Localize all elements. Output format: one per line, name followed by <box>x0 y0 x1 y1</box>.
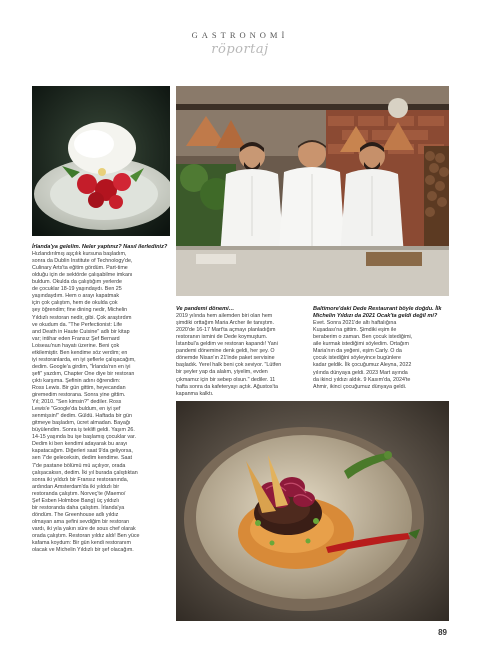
answer-text-1: Hızlandırılmış aşçılık kursuna başladım, sonra da Dublin Institute of Technology'de, Culinary Arts'ta eğitim gördüm. Part-time olduğu için de sektörde çalışabilme imkanı buldum. Okulda da çalıştığım yerlerde de çocuklar 18-19 yaşındaydı. Ben 25 yaşındaydım. Hem o arayı kapatmak için çok çalıştım, hem de okulda çok şey öğrendim; fine dining nedir, Michelin Yıldızlı restoran nedir, gibi. Çok araştırdım ve okudum da. "The Perfectionist: Life and Death in Haute Cuisine" adlı bir kitap var; intihar eden Fransız Şef Bernard Loiseau'nun hayatı üzerine. Beni çok etkilemiştir. Ben kendime söz verdim; en iyi restoranlarda, en iyi şeflerle çalışacağım, dedim. Google'a girdim, "İrlanda'nın en iyi şefi" yazdım, Chapter One diye bir restoran çıktı karşıma. Şefinin adını öğrendim: Ross Lewis. Bir gün gittim, heyecandan giremedim restorana. Sonra yine gittim. Yıl; 2010. "Sen kimsin?" dediler. Ross Lewis'e "Google'da buldum, en iyi şef senmişsin!" dedim. Güldü. Haftada bir gün gitmeye başladım, ücret almadan. Bayağı büyülendim. Sonra iş teklifi geldi. Yaşım 26. 14-15 yaşında bu işe başlamış çocuklar var. Dedim ki ben kendimi adayarak bu arayı kapatacağım. Diğerleri saat 9'da geliyorsa, sen 7'de geleceksin, dedim kendime. Saat 7'de pastane bölümü mü açılıyor, orada çalışacaksın, dedim. İki yıl burada çalıştıktan sonra iki yıldızlı bir Fransız restoranında, ardından Amsterdam'da iki yıldızlı bir restoranda çalıştım. Norveç'te (Maemo/ Şef Esben Holmboe Bang) üç yıldızlı bir restoranda daha çalıştım. İrlanda'ya döndüm. The Greenhouse adlı yıldız olmayan ama şefini sevdiğim bir restoran vardı, iki yıla yakın süre de sous chef olarak orada çalıştım. Restoran yıldız aldı! Ben yüce kafama koydum: Bir gün kendi restoranım olacak ve Michelin Yıldızlı bir şef olacağım. <box>32 251 140 554</box>
chefs-photo <box>176 86 449 296</box>
section-subtitle: röportaj <box>211 42 269 57</box>
answer-text-3: Evet. Sonra 2021'de altı haftalığına Kuşadası'na gittim. Şimdiki eşim ile beraberim o zaman. Ben çocuk istediğimi, aile kurmak istediğimi söyledim. Ortağım Maria'nın da yeğeni, eşim Carly. O da çocuk istediğini söyleyince bugünlere kadar geldik. İlk çocuğumuz Aleyna, 2022 yılında dünyaya geldi. 2023 Mart ayında da ikinci yıldızı aldık. 9 Kasım'da, 2024'te Ahmir, ikinci çocuğumuz dünyaya geldi. <box>313 320 413 390</box>
interview-column-2 <box>176 306 309 398</box>
section-title: GASTRONOMİ <box>191 30 289 40</box>
dessert-illustration <box>32 86 170 236</box>
question-heading-1: İrlanda'ya gelelim. Neler yaptınız? Nasıl ilerlediniz? <box>32 244 168 250</box>
dessert-photo <box>32 86 170 236</box>
interview-column-3 <box>313 306 449 391</box>
question-heading-2: Ve pandemi dönemi… <box>176 306 235 312</box>
answer-text-2: 2019 yılında hem ailemden biri olan hem şimdiki orttağım Maria Archer ile tanıştım. 2020'de 16-17 Mart'ta açmayı planladığım restoranın ismini de Dede koymuştum. İstanbul'a geldim ve restoran kapandı! Yani pandemi dönemine denk geldi, her şey. O dönemde Nisan'ın 21'inde paket servisine başladık. Yerel halk beni çok seviyor. "Lütfen bir şeyler yap da alalım, yiyelim, evden çıkmamız için bir sebep olsun." dediler. 11 hafta sonra da kafeteryayı açtık. Ağustos'ta kapanma kalktı. <box>176 313 282 397</box>
page-number: 89 <box>438 628 447 637</box>
beef-dish-photo <box>176 401 449 621</box>
question-heading-3: Baltimore'daki Dede Restaurant böyle doğdu. İlk Michelin Yıldızı da 2021 Ocak'ta geldi değil mi? <box>313 306 442 320</box>
chefs-illustration <box>176 86 449 296</box>
interview-column-1 <box>32 244 172 554</box>
beef-dish-illustration <box>176 401 449 621</box>
section-header <box>0 30 480 57</box>
